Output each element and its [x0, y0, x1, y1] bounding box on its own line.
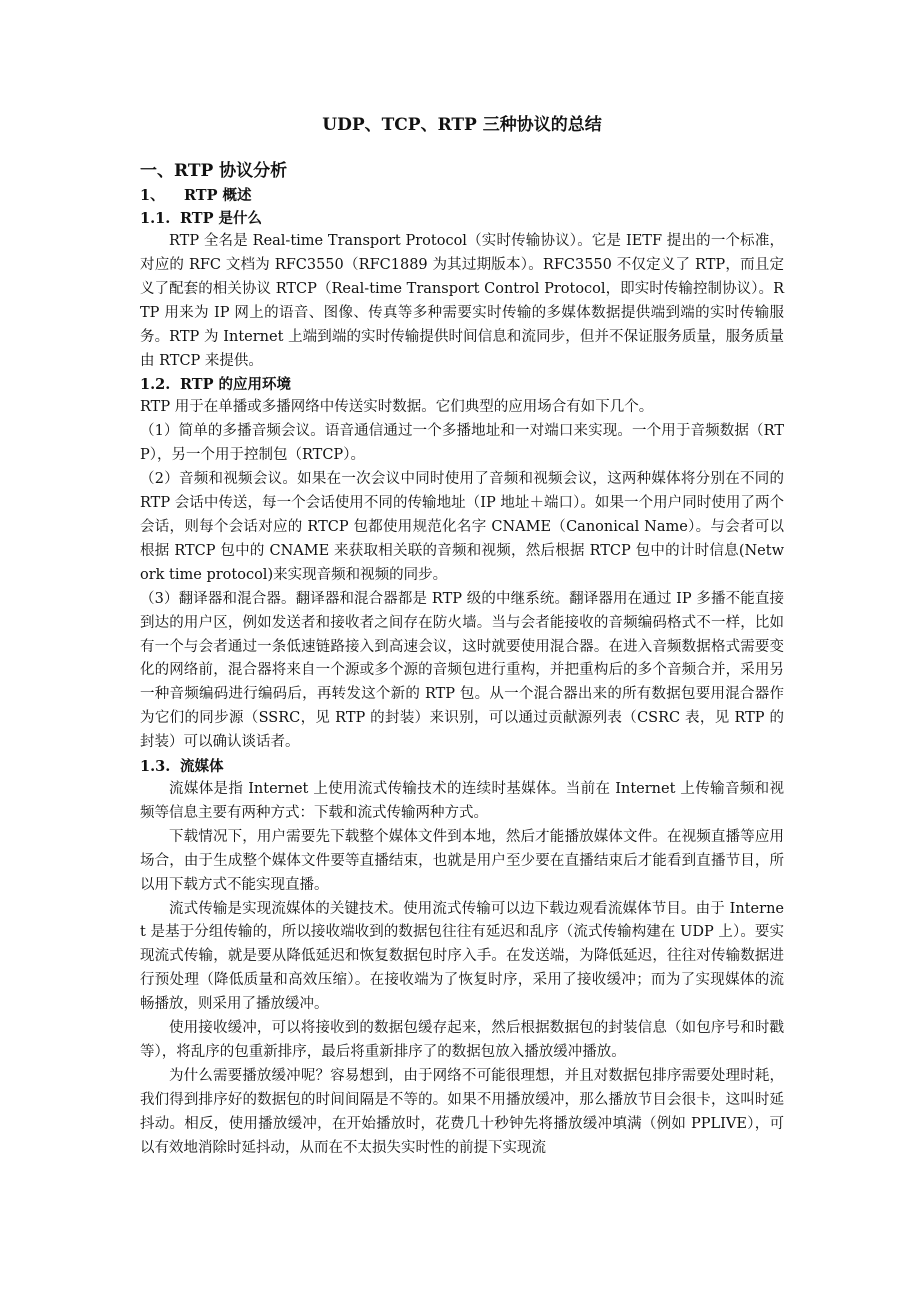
- paragraph-applications-intro: RTP 用于在单播或多播网络中传送实时数据。它们典型的应用场合有如下几个。: [140, 399, 654, 416]
- paragraph-what-is-rtp: RTP 全名是 Real-time Transport Protocol（实时传输协议）。它是 IETF 提出的一个标准，对应的 RFC 文档为 RFC3550（RFC1889 为其过期版本）。RFC3550 不仅定义了 RTP，而且定义了配套的相关协议 RTCP（Real-time Transport Control Protocol，即实时传输控制协议）。RTP 用来为 IP 网上的语音、图像、传真等多种需要实时传输的多媒体数据提供端到端的实时传输服务。RTP 为 Internet 上端到端的实时传输提供时间信息和流同步，但并不保证服务质量，服务质量由 RTCP 来提供。: [140, 233, 784, 369]
- heading-number: 1、: [140, 187, 165, 204]
- heading-number: 1.1.: [140, 210, 171, 227]
- heading-what-is-rtp: [140, 207, 784, 230]
- section-heading-rtp-analysis: 一、RTP 协议分析: [140, 161, 288, 181]
- heading-number: 1.2.: [140, 376, 171, 394]
- heading-rtp-overview: [140, 184, 784, 207]
- paragraph-playback-buffer: 为什么需要播放缓冲呢？容易想到，由于网络不可能很理想，并且对数据包排序需要处理时耗，我们得到排序好的数据包的时间间隔是不等的。如果不用播放缓冲，那么播放节目会很卡，这叫时延抖动。相反，使用播放缓冲，在开始播放时，花费几十秒钟先将播放缓冲填满（例如 PPLIVE），可以有效地消除时延抖动，从而在不太损失实时性的前提下实现流: [140, 1067, 784, 1156]
- paragraph-multicast-audio: （1）简单的多播音频会议。语音通信通过一个多播地址和一对端口来实现。一个用于音频数据（RTP），另一个用于控制包（RTCP）。: [140, 423, 784, 464]
- document-title: UDP、TCP、RTP 三种协议的总结: [322, 115, 602, 135]
- heading-number: 1.3.: [140, 758, 171, 776]
- heading-rtp-applications: [140, 373, 784, 396]
- heading-text: 流媒体: [180, 758, 224, 776]
- paragraph-receive-buffer: 使用接收缓冲，可以将接收到的数据包缓存起来，然后根据数据包的封装信息（如包序号和时戳等），将乱序的包重新排序，最后将重新排序了的数据包放入播放缓冲播放。: [140, 1020, 784, 1060]
- paragraph-audio-video-conference: （2）音频和视频会议。如果在一次会议中同时使用了音频和视频会议，这两种媒体将分别在不同的 RTP 会话中传送，每一个会话使用不同的传输地址（IP 地址＋端口）。如果一个用户同时使用了两个会话，则每个会话对应的 RTCP 包都使用规范化名字 CNAME（Canonical Name）。与会者可以根据 RTCP 包中的 CNAME 来获取相关联的音频和视频，然后根据 RTCP 包中的计时信息(Network time protocol)来实现音频和视频的同步。: [140, 471, 784, 583]
- document-page: [140, 112, 784, 1161]
- paragraph-streaming-definition: 流媒体是指 Internet 上使用流式传输技术的连续时基媒体。当前在 Internet 上传输音频和视频等信息主要有两种方式：下载和流式传输两种方式。: [140, 781, 784, 821]
- heading-streaming-media: [140, 755, 784, 778]
- heading-text: RTP 的应用环境: [180, 376, 292, 394]
- paragraph-download-mode: 下载情况下，用户需要先下载整个媒体文件到本地，然后才能播放媒体文件。在视频直播等应用场合，由于生成整个媒体文件要等直播结束，也就是用户至少要在直播结束后才能看到直播节目，所以用下载方式不能实现直播。: [140, 828, 784, 893]
- paragraph-streaming-transfer: 流式传输是实现流媒体的关键技术。使用流式传输可以边下载边观看流媒体节目。由于 Internet 是基于分组传输的，所以接收端收到的数据包往往有延迟和乱序（流式传输构建在 UDP 上）。要实现流式传输，就是要从降低延迟和恢复数据包时序入手。在发送端，为降低延迟，往往对传输数据进行预处理（降低质量和高效压缩）。在接收端为了恢复时序，采用了接收缓冲；而为了实现媒体的流畅播放，则采用了播放缓冲。: [140, 900, 784, 1013]
- heading-text: RTP 是什么: [180, 210, 263, 227]
- heading-text: RTP 概述: [184, 187, 252, 204]
- paragraph-translator-mixer: （3）翻译器和混合器。翻译器和混合器都是 RTP 级的中继系统。翻译器用在通过 IP 多播不能直接到达的用户区，例如发送者和接收者之间存在防火墙。当与会者能接收的音频编码格式不一样，比如有一个与会者通过一条低速链路接入到高速会议，这时就要使用混合器。在进入音频数据格式需要变化的网络前，混合器将来自一个源或多个源的音频包进行重构，并把重构后的多个音频合并，采用另一种音频编码进行编码后，再转发这个新的 RTP 包。从一个混合器出来的所有数据包要用混合器作为它们的同步源（SSRC，见 RTP 的封装）来识别，可以通过贡献源列表（CSRC 表，见 RTP 的封装）可以确认谈话者。: [140, 590, 784, 751]
